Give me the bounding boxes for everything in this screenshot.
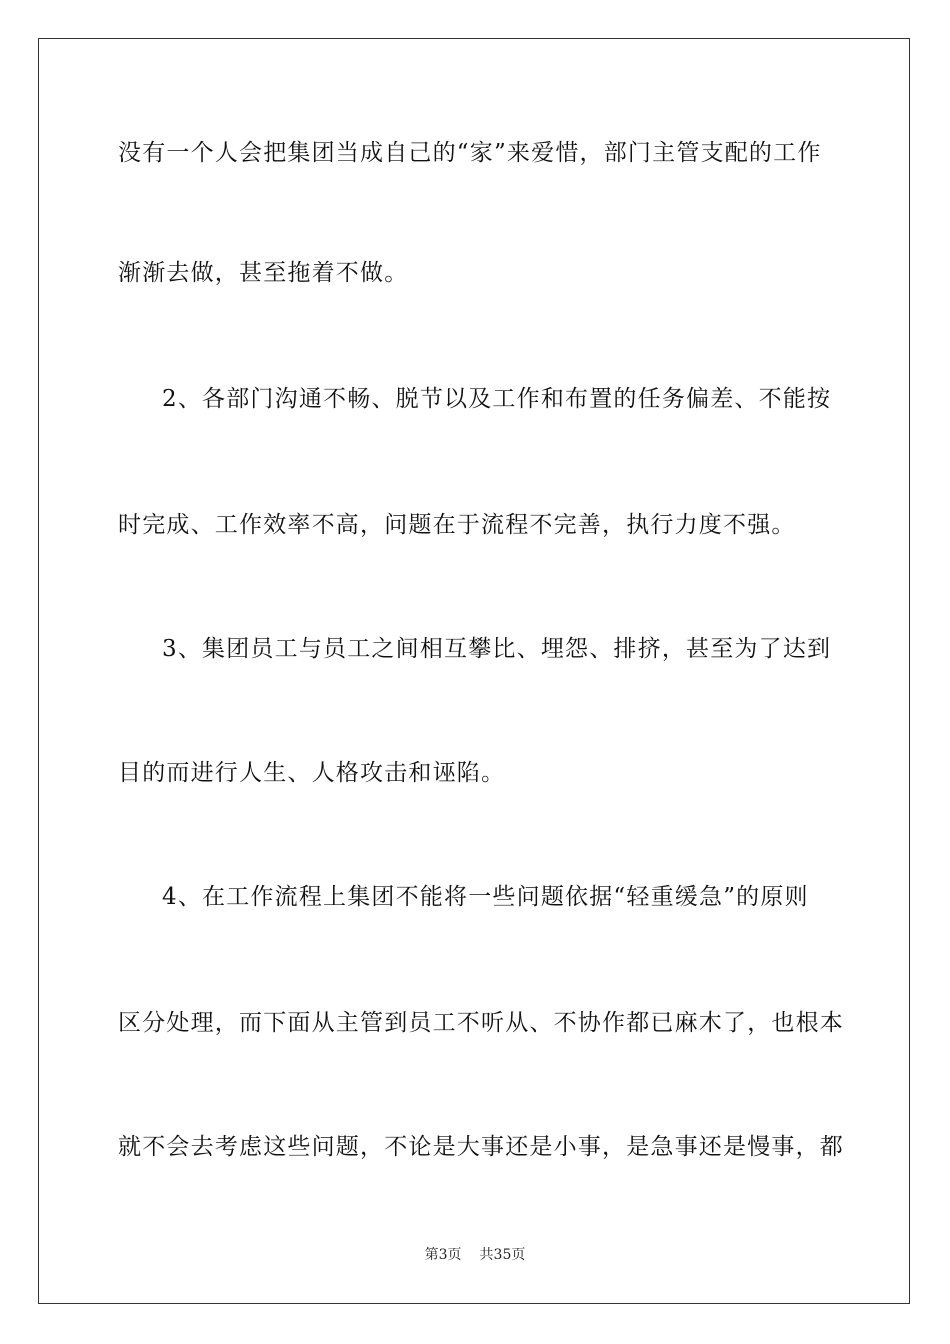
text-line: 区分处理，而下面从主管到员工不听从、不协作都已麻木了，也根本 (118, 1010, 844, 1036)
text-line: 3、集团员工与员工之间相互攀比、埋怨、排挤，甚至为了达到 (162, 636, 832, 662)
text-line: 没有一个人会把集团当成自己的“家”来爱惜，部门主管支配的工作 (118, 140, 822, 166)
text-line: 就不会去考虑这些问题，不论是大事还是小事，是急事还是慢事，都 (118, 1134, 844, 1160)
text-line: 时完成、工作效率不高，问题在于流程不完善，执行力度不强。 (118, 512, 796, 538)
page-total: 共35页 (479, 1247, 526, 1263)
text-line: 渐渐去做，甚至拖着不做。 (118, 260, 409, 286)
page-number: 第3页 (424, 1247, 462, 1263)
page-frame (38, 38, 910, 1304)
text-line: 目的而进行人生、人格攻击和诬陷。 (118, 760, 506, 786)
page-footer (0, 1246, 950, 1264)
text-line: 4、在工作流程上集团不能将一些问题依据“轻重缓急”的原则 (162, 884, 809, 910)
text-line: 2、各部门沟通不畅、脱节以及工作和布置的任务偏差、不能按 (162, 386, 832, 412)
